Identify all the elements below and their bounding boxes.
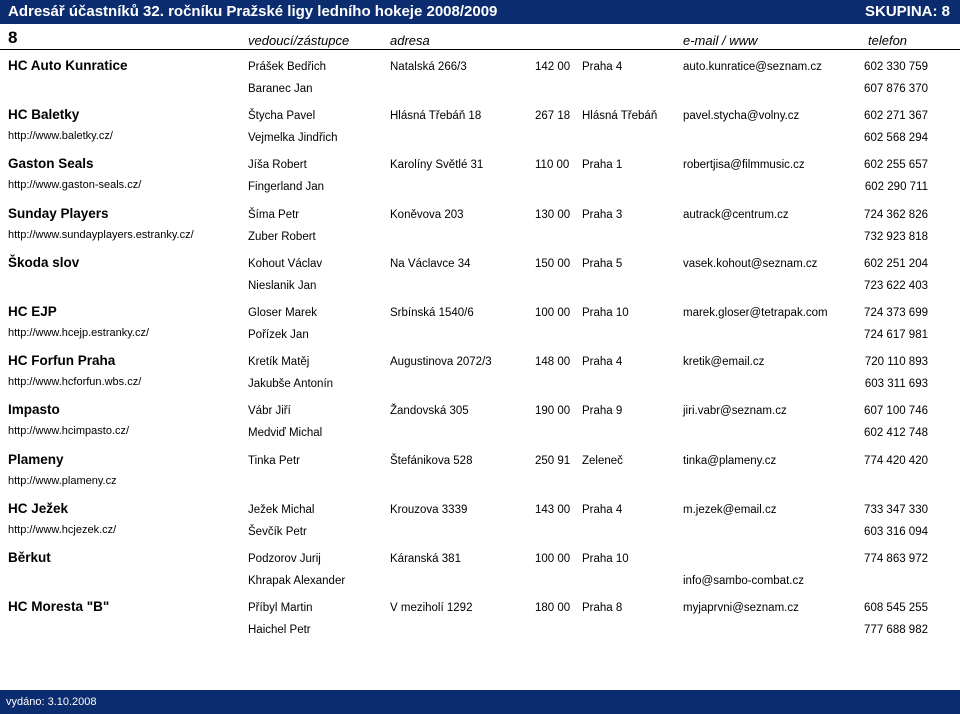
contact-phone: 602 255 657	[864, 159, 928, 172]
contact-phone: 607 100 746	[864, 405, 928, 418]
contact-email[interactable]: myjaprvni@seznam.cz	[683, 602, 799, 615]
contact-name: Khrapak Alexander	[248, 575, 346, 587]
address-zip: 180 00	[535, 602, 571, 615]
address-zip: 100 00	[535, 307, 571, 319]
address-zip: 267 18	[535, 110, 571, 123]
contact-name: Pořízek Jan	[248, 329, 309, 341]
footer-bar	[0, 690, 960, 714]
contact-email[interactable]: marek.gloser@tetrapak.com	[683, 307, 828, 319]
address-zip: 130 00	[535, 208, 571, 221]
contact-name: Ježek Michal	[248, 503, 315, 516]
address-city: Praha 4	[582, 356, 623, 369]
contact-name: Zuber Robert	[248, 230, 316, 243]
address-zip: 143 00	[535, 503, 571, 516]
team-website-link[interactable]: http://www.baletky.cz/	[8, 130, 113, 143]
address-street: Na Václavce 34	[390, 257, 471, 270]
contact-email[interactable]: autrack@centrum.cz	[683, 208, 789, 221]
contact-phone: 607 876 370	[864, 83, 928, 95]
contact-email[interactable]: jiri.vabr@seznam.cz	[683, 405, 787, 418]
address-street: V meziholí 1292	[390, 602, 473, 615]
team-name: Impasto	[8, 402, 60, 418]
column-header-contact: vedoucí/zástupce	[248, 33, 350, 48]
address-city: Hlásná Třebáň	[582, 110, 658, 123]
address-city: Praha 8	[582, 602, 623, 615]
contact-phone: 602 330 759	[864, 61, 928, 73]
contact-phone: 774 420 420	[864, 454, 928, 467]
contact-phone: 733 347 330	[864, 503, 928, 516]
contact-phone: 777 688 982	[864, 624, 928, 637]
document-title: Adresář účastníků 32. ročníku Pražské ligy ledního hokeje 2008/2009	[8, 3, 498, 20]
team-website-link[interactable]: http://www.hcjezek.cz/	[8, 523, 117, 536]
contact-phone: 724 373 699	[864, 307, 928, 319]
group-number: 8	[8, 28, 18, 47]
contact-name: Nieslanik Jan	[248, 279, 317, 292]
address-city: Praha 9	[582, 405, 623, 418]
team-name: HC Moresta "B"	[8, 599, 110, 615]
contact-name: Vábr Jiří	[248, 405, 291, 418]
contact-phone: 608 545 255	[864, 602, 928, 615]
contact-name: Haichel Petr	[248, 624, 311, 637]
contact-phone: 602 412 748	[864, 427, 928, 440]
contact-name: Podzorov Jurij	[248, 553, 321, 565]
team-name: HC EJP	[8, 304, 57, 319]
contact-phone: 723 622 403	[864, 279, 928, 292]
address-street: Koněvova 203	[390, 208, 464, 221]
column-header-email: e-mail / www	[683, 33, 758, 48]
contact-phone: 732 923 818	[864, 230, 928, 243]
address-city: Praha 3	[582, 208, 623, 221]
team-name: HC Forfun Praha	[8, 353, 116, 369]
contact-name: Šíma Petr	[248, 208, 300, 221]
contact-name: Jíša Robert	[248, 159, 307, 172]
team-name: Plameny	[8, 451, 64, 467]
address-zip: 110 00	[535, 159, 570, 172]
contact-name: Tinka Petr	[248, 454, 300, 467]
address-zip: 250 91	[535, 454, 571, 467]
address-zip: 100 00	[535, 553, 571, 565]
address-city: Praha 4	[582, 503, 623, 516]
contact-name: Ševčík Petr	[248, 525, 307, 538]
contact-phone: 720 110 893	[864, 356, 928, 369]
contact-name: Příbyl Martin	[248, 602, 313, 615]
contact-name: Baranec Jan	[248, 83, 313, 95]
contact-name: Jakubše Antonín	[248, 378, 334, 391]
contact-email[interactable]: vasek.kohout@seznam.cz	[683, 257, 818, 270]
contact-phone: 603 311 693	[864, 378, 928, 391]
address-zip: 150 00	[535, 257, 571, 270]
team-name: Sunday Players	[8, 205, 109, 221]
team-website-link[interactable]: http://www.plameny.cz	[8, 474, 117, 487]
contact-phone: 603 316 094	[864, 525, 928, 538]
contact-phone: 774 863 972	[864, 553, 928, 565]
team-website-link[interactable]: http://www.hcimpasto.cz/	[8, 425, 130, 438]
address-city: Praha 10	[582, 307, 629, 319]
contact-email[interactable]: pavel.stycha@volny.cz	[683, 110, 800, 123]
contact-name: Štycha Pavel	[248, 110, 316, 123]
address-street: Srbínská 1540/6	[390, 307, 474, 319]
contact-email[interactable]: kretik@email.cz	[683, 356, 765, 369]
address-city: Praha 10	[582, 553, 629, 565]
contact-name: Gloser Marek	[248, 307, 318, 319]
address-zip: 142 00	[535, 61, 571, 73]
team-website-link[interactable]: http://www.hcforfun.wbs.cz/	[8, 376, 142, 389]
contact-email[interactable]: tinka@plameny.cz	[683, 454, 777, 467]
team-website-link[interactable]: http://www.gaston-seals.cz/	[8, 179, 142, 192]
contact-email[interactable]: info@sambo-combat.cz	[683, 575, 804, 587]
address-street: Štefánikova 528	[390, 454, 473, 467]
address-street: Hlásná Třebáň 18	[390, 110, 482, 123]
team-name: Gaston Seals	[8, 156, 94, 172]
address-city: Praha 1	[582, 159, 623, 172]
contact-email[interactable]: auto.kunratice@seznam.cz	[683, 61, 822, 73]
contact-phone: 724 617 981	[864, 329, 928, 341]
group-label: SKUPINA: 8	[864, 3, 950, 20]
contact-name: Prášek Bedřich	[248, 61, 326, 73]
address-street: Káranská 381	[390, 553, 461, 565]
contact-name: Kohout Václav	[248, 257, 323, 270]
contact-name: Vejmelka Jindřich	[248, 132, 338, 145]
team-name: HC Baletky	[8, 107, 80, 123]
address-zip: 190 00	[535, 405, 571, 418]
address-street: Žandovská 305	[390, 405, 469, 418]
header-divider	[0, 49, 960, 50]
contact-name: Fingerland Jan	[248, 181, 325, 194]
address-city: Praha 4	[582, 61, 623, 73]
team-website-link[interactable]: http://www.sundayplayers.estranky.cz/	[8, 228, 194, 241]
column-header-phone: telefon	[868, 33, 908, 48]
team-name: HC Ježek	[8, 500, 69, 516]
contact-phone: 602 271 367	[864, 110, 928, 123]
title-bar	[0, 0, 960, 24]
team-name: Běrkut	[8, 550, 51, 565]
contact-email[interactable]: robertjisa@filmmusic.cz	[683, 159, 805, 172]
contact-name: Medviď Michal	[248, 427, 323, 440]
contact-phone: 602 251 204	[864, 257, 928, 270]
address-city: Praha 5	[582, 257, 623, 270]
issued-date: vydáno: 3.10.2008	[6, 696, 97, 708]
contact-phone: 602 568 294	[864, 132, 928, 145]
team-website-link[interactable]: http://www.hcejp.estranky.cz/	[8, 327, 150, 339]
address-city: Zeleneč	[582, 454, 623, 467]
contact-name: Kretík Matěj	[248, 356, 310, 369]
contact-email[interactable]: m.jezek@email.cz	[683, 503, 777, 516]
column-header-address: adresa	[390, 33, 430, 48]
contact-phone: 724 362 826	[864, 208, 928, 221]
address-street: Augustinova 2072/3	[390, 356, 492, 369]
address-street: Krouzova 3339	[390, 503, 468, 516]
team-name: HC Auto Kunratice	[8, 58, 128, 73]
team-name: Škoda slov	[8, 254, 80, 270]
address-street: Natalská 266/3	[390, 61, 467, 73]
address-street: Karolíny Světlé 31	[390, 159, 484, 172]
address-zip: 148 00	[535, 356, 571, 369]
contact-phone: 602 290 711	[864, 181, 928, 194]
